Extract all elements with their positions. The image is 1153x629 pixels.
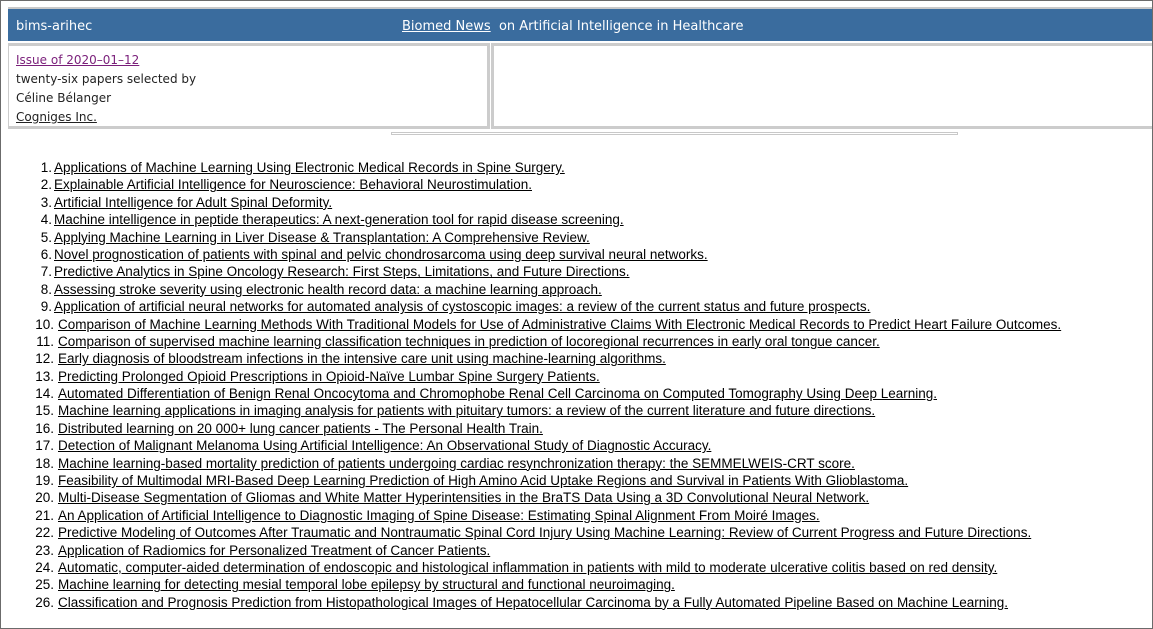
section-divider (391, 132, 958, 135)
paper-title-link[interactable]: Comparison of supervised machine learning classification techniques in prediction of locoregional recurrences in early oral tongue cancer. (58, 333, 880, 349)
paper-number: 24. (35, 559, 54, 575)
paper-number: 26. (35, 594, 54, 610)
paper-title-link[interactable]: Artificial Intelligence for Adult Spinal Deformity. (54, 194, 333, 210)
paper-number: 7. (40, 264, 52, 280)
paper-title-link[interactable]: Feasibility of Multimodal MRI-Based Deep Learning Prediction of High Amino Acid Uptake Regions and Survival in Patients With Glioblastoma. (58, 473, 909, 489)
paper-list-item (1, 229, 1061, 246)
paper-title-link[interactable]: Novel prognostication of patients with spinal and pelvic chondrosarcoma using deep survival neural networks. (54, 246, 708, 262)
site-header (8, 7, 1153, 41)
paper-count-line: twenty-six papers selected by (16, 72, 197, 86)
paper-title-link[interactable]: Classification and Prognosis Prediction from Histopathological Images of Hepatocellular Carcinoma by a Fully Automated Pipeline Based on Machine Learning. (58, 594, 1009, 610)
paper-title-link[interactable]: Machine learning applications in imaging analysis for patients with pituitary tumors: a review of the current literature and future directions. (58, 403, 876, 419)
paper-title-link[interactable]: Machine learning-based mortality prediction of patients undergoing cardiac resynchronization therapy: the SEMMELWEIS-CRT score. (58, 455, 855, 471)
paper-list-item (1, 194, 1061, 211)
paper-list-item (1, 559, 1061, 576)
paper-title-link[interactable]: Applications of Machine Learning Using Electronic Medical Records in Spine Surgery. (54, 160, 565, 175)
paper-title-link[interactable]: Applying Machine Learning in Liver Disease & Transplantation: A Comprehensive Review. (54, 229, 590, 245)
biomed-news-link[interactable]: Biomed News (402, 19, 491, 34)
paper-list-item (1, 176, 1061, 193)
paper-number: 2. (40, 177, 52, 193)
paper-title-link[interactable]: Early diagnosis of bloodstream infections in the intensive care unit using machine-learning algorithms. (58, 351, 666, 367)
paper-number: 22. (35, 525, 54, 541)
paper-title-link[interactable]: Assessing stroke severity using electronic health record data: a machine learning approach. (54, 281, 602, 297)
paper-number: 4. (40, 212, 52, 228)
curator-name: Céline Bélanger (16, 91, 112, 105)
paper-list-item (1, 472, 1061, 489)
paper-number: 3. (40, 194, 52, 210)
paper-title-link[interactable]: Predicting Prolonged Opioid Prescriptions in Opioid-Naïve Lumbar Spine Surgery Patients. (58, 368, 600, 384)
paper-title-link[interactable]: Machine intelligence in peptide therapeutics: A next-generation tool for rapid disease screening. (54, 212, 624, 228)
paper-title-link[interactable]: Automated Differentiation of Benign Renal Oncocytoma and Chromophobe Renal Cell Carcinoma on Computed Tomography Using Deep Learning. (58, 386, 938, 402)
paper-title-link[interactable]: Explainable Artificial Intelligence for Neuroscience: Behavioral Neurostimulation. (54, 177, 532, 193)
issue-link[interactable]: Issue of 2020–01–12 (16, 53, 140, 67)
paper-list-item (1, 281, 1061, 298)
paper-number: 11. (36, 333, 54, 349)
paper-title-link[interactable]: An Application of Artificial Intelligence to Diagnostic Imaging of Spine Disease: Estimating Spinal Alignment From Moiré Images. (58, 507, 820, 523)
paper-list-item (1, 524, 1061, 541)
paper-title-link[interactable]: Predictive Modeling of Outcomes After Traumatic and Nontraumatic Spinal Cord Injury Using Machine Learning: Review of Current Progress and Future Directions. (58, 525, 1032, 541)
paper-list-item (1, 402, 1061, 419)
paper-list-item (1, 385, 1061, 402)
paper-list-item (1, 507, 1061, 524)
paper-title-link[interactable]: Detection of Malignant Melanoma Using Artificial Intelligence: An Observational Study of Diagnostic Accuracy. (58, 438, 712, 454)
paper-list-item (1, 368, 1061, 385)
paper-list-item (1, 542, 1061, 559)
paper-list-item (1, 263, 1061, 280)
header-title (402, 19, 743, 34)
paper-number: 8. (40, 281, 52, 297)
paper-title-link[interactable]: Application of Radiomics for Personalized Treatment of Cancer Patients. (58, 542, 491, 558)
paper-list-item (1, 246, 1061, 263)
paper-number: 25. (35, 577, 54, 593)
paper-list-item (1, 489, 1061, 506)
site-name: bims-arihec (16, 19, 93, 34)
paper-number: 23. (35, 542, 54, 558)
paper-list-item (1, 594, 1061, 611)
paper-number: 13. (35, 368, 54, 384)
paper-number: 9. (40, 299, 52, 315)
paper-number: 12. (35, 351, 54, 367)
paper-title-link[interactable]: Machine learning for detecting mesial temporal lobe epilepsy by structural and functional neuroimaging. (58, 577, 675, 593)
side-panel (491, 43, 1153, 129)
paper-number: 19. (35, 473, 54, 489)
paper-number: 18. (35, 455, 54, 471)
paper-list-item (1, 350, 1061, 367)
paper-title-link[interactable]: Distributed learning on 20 000+ lung cancer patients - The Personal Health Train. (58, 420, 543, 436)
paper-number: 5. (40, 229, 52, 245)
paper-list-item (1, 159, 1061, 176)
paper-number: 6. (40, 246, 52, 262)
paper-number: 1. (40, 160, 52, 175)
paper-number: 17. (35, 438, 54, 454)
paper-list-item (1, 576, 1061, 593)
paper-list-item (1, 298, 1061, 315)
paper-number: 20. (35, 490, 54, 506)
paper-number: 14. (35, 386, 54, 402)
paper-list-item (1, 333, 1061, 350)
paper-title-link[interactable]: Application of artificial neural networks for automated analysis of cystoscopic images: a review of the current status and future prospects. (54, 299, 871, 315)
paper-list-item (1, 437, 1061, 454)
paper-list-item (1, 420, 1061, 437)
paper-list-item (1, 316, 1061, 333)
paper-title-link[interactable]: Automatic, computer-aided determination of endoscopic and histological inflammation in patients with mild to moderate ulcerative colitis based on red density. (58, 559, 998, 575)
paper-number: 15. (35, 403, 54, 419)
organization-link[interactable]: Cogniges Inc. (16, 110, 97, 124)
paper-title-link[interactable]: Comparison of Machine Learning Methods With Traditional Models for Use of Administrative Claims With Electronic Medical Records to Predict Heart Failure Outcomes. (58, 316, 1062, 332)
paper-number: 16. (35, 420, 54, 436)
paper-list-item (1, 211, 1061, 228)
paper-title-link[interactable]: Predictive Analytics in Spine Oncology Research: First Steps, Limitations, and Future Directions. (54, 264, 630, 280)
paper-list-item (1, 455, 1061, 472)
paper-list (1, 159, 1061, 611)
paper-title-link[interactable]: Multi-Disease Segmentation of Gliomas and White Matter Hyperintensities in the BraTS Data Using a 3D Convolutional Neural Network. (58, 490, 870, 506)
paper-number: 21. (35, 507, 54, 523)
issue-info-panel (8, 43, 490, 129)
header-subtitle: on Artificial Intelligence in Healthcare (498, 19, 744, 34)
paper-number: 10. (35, 316, 54, 332)
